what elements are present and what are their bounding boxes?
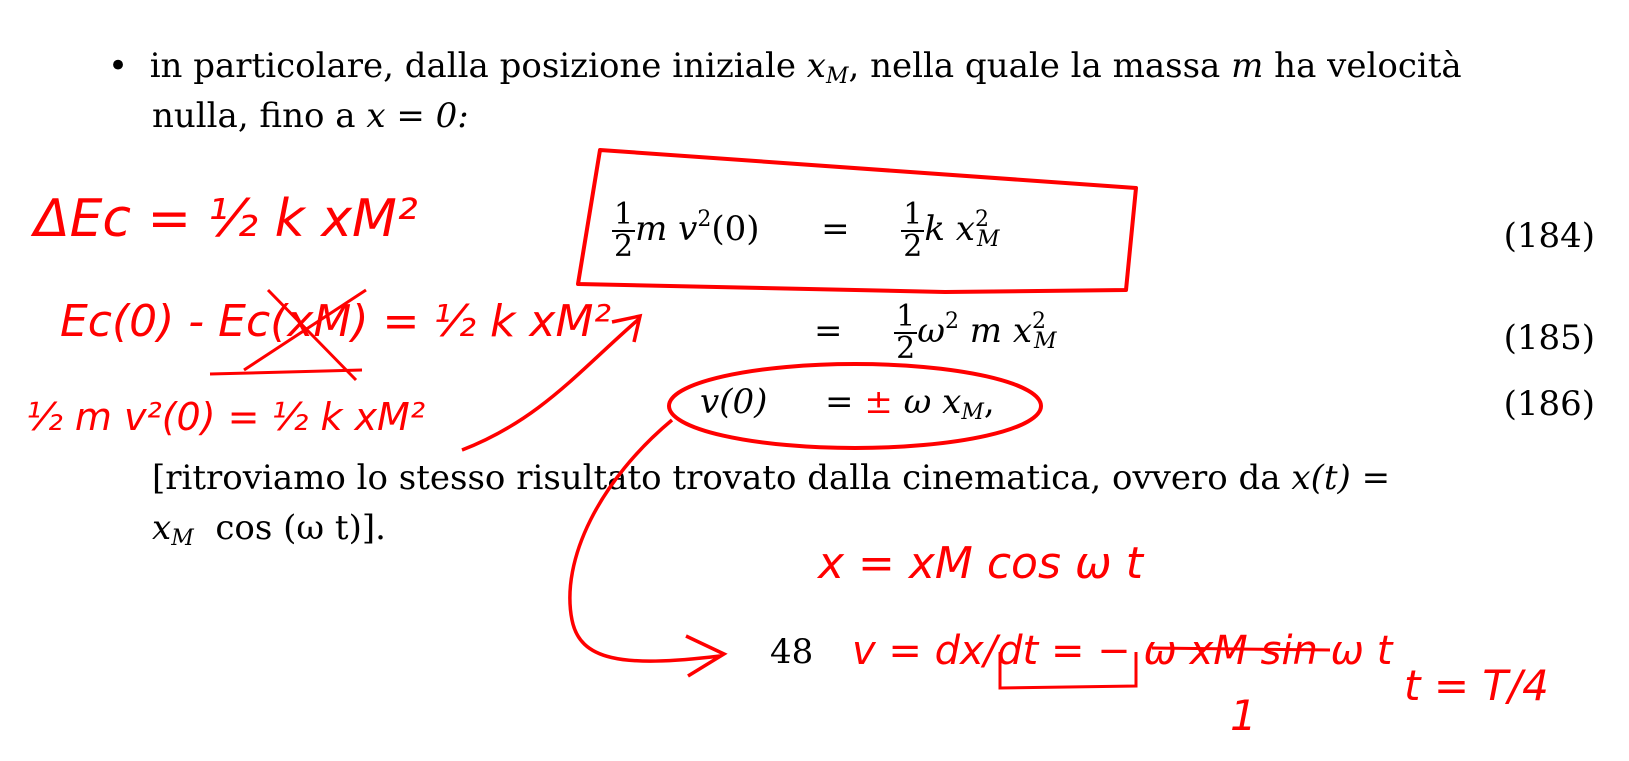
remark-eq: x(t) = [1291,458,1391,498]
annotation-x-cos: x = xM cos ω t [818,538,1143,589]
eq185-mx: m x [969,311,1032,351]
bullet-line-2 [152,96,469,136]
eq186-omega-x: ω x [903,382,962,422]
underline-ec [210,370,362,374]
eq-number-184: (184) [1503,216,1595,256]
remark-text: [ritroviamo lo stesso risultato trovato dalla cinematica, ovvero da [152,458,1281,498]
bullet-text-d: nulla, fino a [152,96,356,136]
eq184-arg: (0) [711,209,760,249]
var-m: m [1231,46,1264,86]
eq185-equals: = [814,311,843,351]
eq185-omega: ω [917,311,945,351]
bullet-line-1 [108,46,1462,97]
remark-line-2 [152,508,386,559]
eq185-sup1: 2 [944,309,959,334]
remark-x: x [152,508,172,548]
frac-half-rhs: $\frac{1}{2}$ [903,197,923,264]
annotation-ec-diff: Ec(0) - Ec(xM) = ½ k xM² [60,296,612,347]
frac-half-185: $\frac{1}{2}$ [896,299,916,366]
eq186-equals: = [825,382,854,422]
bracket-sin [1152,648,1330,650]
arrow-down-head [686,636,724,676]
strike-2 [244,290,366,370]
eq186-v0: v(0) [700,382,768,422]
eq184-rhs-sub: M [976,227,1000,252]
strike-1 [268,290,356,380]
eq185-sub: M [1034,329,1057,354]
annotation-t-period: t = T/4 [1404,661,1549,710]
annotation-v-derivative: v = dx/dt = − ω xM sin ω t [852,628,1393,674]
bullet-eq: x = 0: [366,96,469,136]
eq186-pm-annotation: ± [864,382,893,422]
bullet-text-c: ha velocità [1274,46,1462,86]
page-number: 48 [770,632,814,672]
frac-half-lhs: $\frac{1}{2}$ [614,197,634,264]
annotation-kinetic: ½ m v²(0) = ½ k xM² [26,395,426,439]
eq186-comma: , [983,382,995,422]
bullet-text-a: in particolare, dalla posizione iniziale [149,46,796,86]
eq184-kx: k x [924,209,975,249]
remark-sub: M [171,526,194,551]
eq186-sub: M [961,400,984,425]
arrow-up [462,318,640,450]
bracket-omega [1000,652,1136,688]
eq184-mv: m v [635,209,698,249]
eq184-rhs-sup: 2 [974,207,989,232]
eq-number-186: (186) [1503,384,1595,424]
remark-line-1 [152,458,1390,498]
bullet-text-b: , nella quale la massa [848,46,1221,86]
arrow-up-head [612,316,640,342]
eq-number-185: (185) [1503,318,1595,358]
remark-cos: cos (ω t)]. [215,508,386,548]
annotation-one: 1 [1230,691,1257,740]
eq185-sup2: 2 [1032,309,1046,334]
equation-185 [814,299,1057,366]
eq184-sup: 2 [697,207,712,232]
var-x-sub: M [825,64,849,89]
equation-184 [612,197,1000,264]
bullet-marker: • [108,46,129,86]
var-x: x [806,46,826,86]
eq184-equals: = [821,209,850,249]
equation-186 [700,382,995,433]
arrow-down [570,420,720,661]
annotation-delta-ec: ΔEc = ½ k xM² [34,189,418,249]
